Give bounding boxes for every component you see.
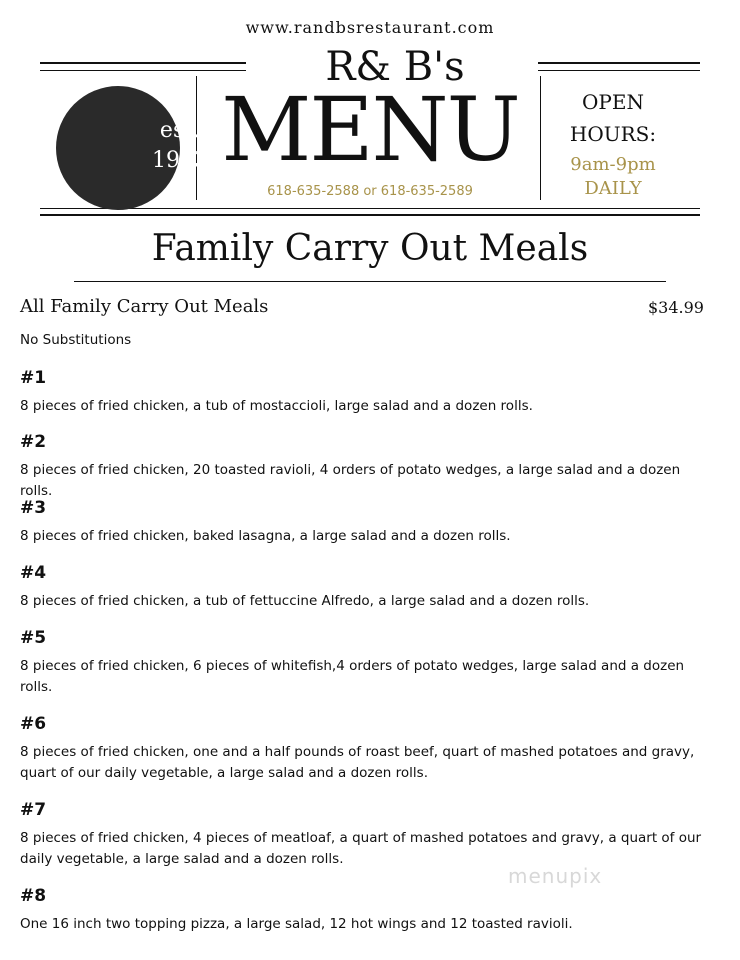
phone-numbers: 618-635-2588 or 618-635-2589 (267, 184, 473, 199)
meal-7-number: #7 (20, 800, 47, 820)
section-price: $34.99 (648, 298, 704, 317)
badge-est: est. (159, 118, 201, 143)
watermark: menupix (508, 864, 603, 888)
header-rule-bottom-thin (40, 208, 700, 209)
meal-3-description: 8 pieces of fried chicken, baked lasagna, a large salad and a dozen rolls. (20, 528, 511, 544)
meal-3-number: #3 (20, 498, 47, 518)
meal-5-description: 8 pieces of fried chicken, 6 pieces of whitefish,4 orders of potato wedges, large salad and a dozen rolls. (20, 658, 685, 695)
substitutions-note: No Substitutions (20, 332, 132, 348)
brand-name: R& B's (325, 44, 465, 90)
badge-year: 1993 (152, 148, 208, 173)
open-label: OPEN (582, 90, 644, 114)
meal-4-description: 8 pieces of fried chicken, a tub of fettuccine Alfredo, a large salad and a dozen rolls. (20, 593, 590, 609)
title-underline (74, 281, 666, 282)
days-value: DAILY (584, 178, 642, 199)
section-title: Family Carry Out Meals (151, 228, 589, 269)
established-badge (56, 86, 208, 210)
meal-6-description: 8 pieces of fried chicken, one and a half pounds of roast beef, quart of mashed potatoes and gravy, quart of our daily vegetable, a large salad and a dozen rolls. (20, 744, 695, 781)
meal-6-number: #6 (20, 714, 47, 734)
meal-2-description: 8 pieces of fried chicken, 20 toasted ravioli, 4 orders of potato wedges, a large salad and a dozen rolls. (20, 462, 681, 499)
header-rule-right-top (538, 62, 700, 64)
header-divider-right (540, 76, 541, 200)
menu-title: MENU (221, 78, 519, 181)
header-rule-left-top-thin (40, 70, 246, 71)
meal-4-number: #4 (20, 563, 47, 583)
meal-1-description: 8 pieces of fried chicken, a tub of mostaccioli, large salad and a dozen rolls. (20, 398, 533, 414)
hours-label: HOURS: (569, 122, 657, 146)
hours-value: 9am-9pm (570, 154, 656, 175)
header-rule-bottom (40, 214, 700, 216)
website-url: www.randbsrestaurant.com (245, 18, 495, 37)
meal-5-number: #5 (20, 628, 47, 648)
header-rule-right-top-thin (538, 70, 700, 71)
meal-7-description: 8 pieces of fried chicken, 4 pieces of meatloaf, a quart of mashed potatoes and gravy, a quart of our daily vegetable, a large salad and a dozen rolls. (20, 830, 702, 867)
meal-8-number: #8 (20, 886, 47, 906)
header-rule-left-top (40, 62, 246, 64)
meal-1-number: #1 (20, 368, 47, 388)
section-heading: All Family Carry Out Meals (20, 296, 269, 317)
meal-8-description: One 16 inch two topping pizza, a large salad, 12 hot wings and 12 toasted ravioli. (20, 916, 573, 932)
meal-2-number: #2 (20, 432, 47, 452)
